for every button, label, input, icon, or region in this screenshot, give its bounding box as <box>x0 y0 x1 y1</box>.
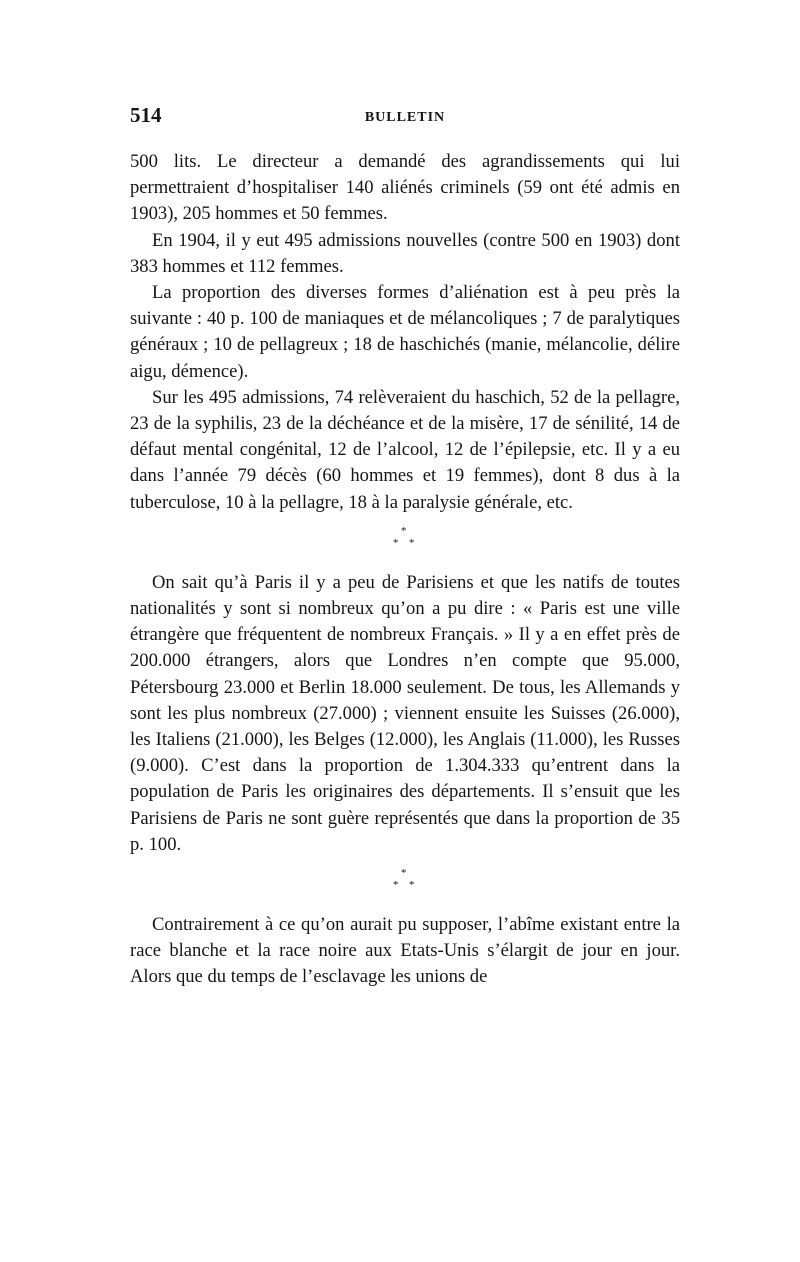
asterisk-star: * <box>393 536 399 549</box>
paragraph-2: En 1904, il y eut 495 admissions nouvelles (contre 500 en 1903) dont 383 hommes et 112 femmes. <box>130 229 680 277</box>
asterisk-star: * <box>409 879 415 892</box>
asterisk-star: * <box>401 867 407 880</box>
page-header <box>130 103 680 133</box>
paragraph-6: Contrairement à ce qu’on aurait pu supposer, l’abîme existant entre la race blanche et la race noire aux Etats-Unis s’élargit de jour en jour. Alors que du temps de l’esclavage les unions de <box>130 914 680 988</box>
paragraph-1: 500 lits. Le directeur a demandé des agrandissements qui lui permettraient d’hospitaliser 140 aliénés criminels (59 ont été admis en 1903), 205 hommes et 50 femmes. <box>130 151 680 225</box>
paragraph-3: La proportion des diverses formes d’aliénation est à peu près la suivante : 40 p. 100 de maniaques et de mélancoliques ; 7 de paralytiques généraux ; 10 de pellagreux ; 18 de haschichés (manie, mélancolie, délire aigu, démence). <box>130 282 680 382</box>
body-text <box>130 149 680 991</box>
page-number: 514 <box>130 103 162 127</box>
asterisk-star: * <box>401 524 407 537</box>
asterisk-star: * <box>393 879 399 892</box>
section-separator-asterism <box>385 524 425 554</box>
paragraph-5: On sait qu’à Paris il y a peu de Parisiens et que les natifs de toutes nationalités y sont si nombreux qu’on a pu dire : « Paris est une ville étrangère que fréquentent de nombreux Français. » Il y a en effet près de 200.000 étrangers, alors que Londres n’en compte que 95.000, Pétersbourg 23.000 et Berlin 18.000 seulement. De tous, les Allemands y sont les plus nombreux (27.000) ; viennent ensuite les Suisses (26.000), les Italiens (21.000), les Belges (12.000), les Anglais (11.000), les Russes (9.000). C’est dans la proportion de 1.304.333 qu’entrent dans la population de Paris les originaires des départements. Il s’ensuit que les Parisiens de Paris ne sont guère représentés que dans la proportion de 35 p. 100. <box>130 571 680 855</box>
section-separator-asterism <box>385 866 425 896</box>
paragraph-4: Sur les 495 admissions, 74 relèveraient du haschich, 52 de la pellagre, 23 de la syphilis, 23 de la déchéance et de la misère, 17 de sénilité, 14 de défaut mental congénital, 12 de l’alcool, 12 de l’épilepsie, etc. Il y a eu dans l’année 79 décès (60 hommes et 19 femmes), dont 8 dus à la tuberculose, 10 à la pellagre, 18 à la paralysie générale, etc. <box>130 386 680 513</box>
running-title: BULLETIN <box>364 110 446 125</box>
asterisk-star: * <box>409 536 415 549</box>
